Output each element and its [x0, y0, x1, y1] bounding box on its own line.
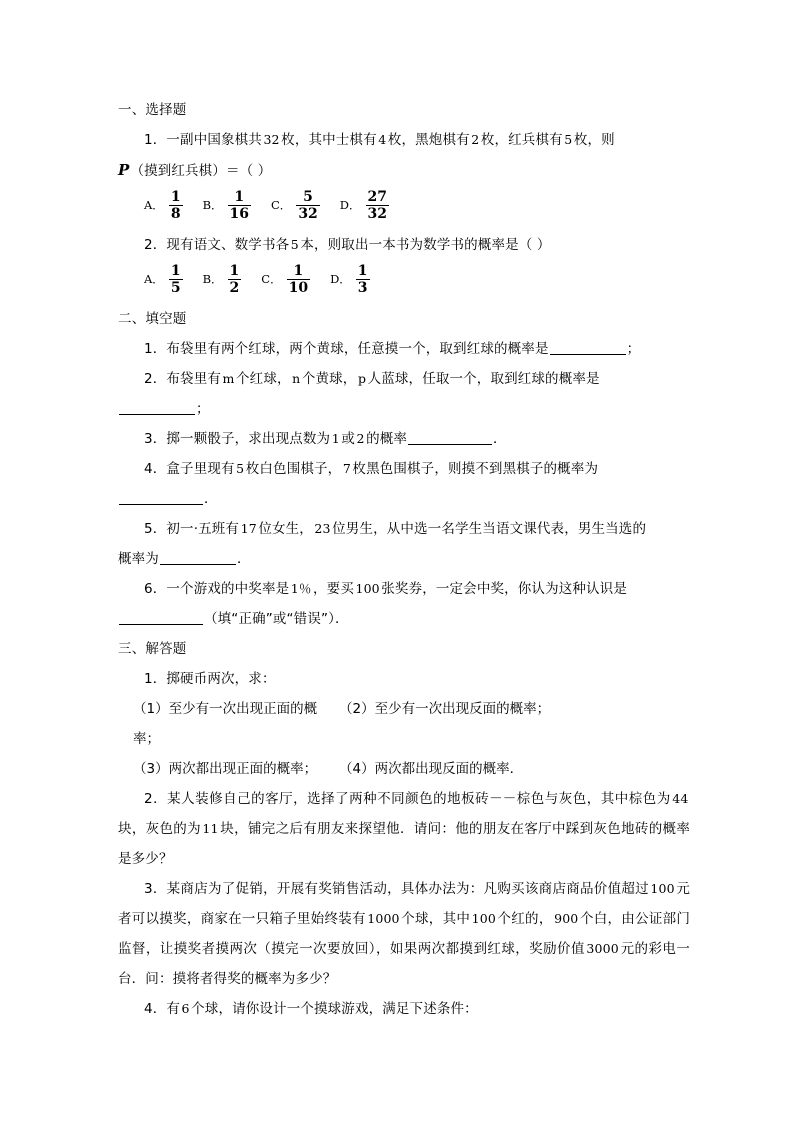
q2-text-end: 本，则取出一本书为数学书的概率是（ ） — [300, 237, 551, 253]
q1-option-c-denominator: 32 — [298, 206, 318, 223]
fill-5-girls-count: 17 — [240, 521, 257, 536]
solve-3-text-c: 个球，其中 — [401, 911, 471, 927]
q1-option-a-denominator: 8 — [170, 206, 181, 223]
fill-2-text-after: ； — [196, 401, 210, 417]
q1-option-b-numerator: 1 — [234, 189, 245, 205]
solve-4-text-a: 4．有 — [144, 1001, 181, 1017]
q2-option-c-label: C． — [261, 272, 282, 287]
fill-6-win-rate: 1％ — [290, 581, 312, 596]
q1-expression-text: （摸到红兵棋）＝（ ） — [130, 163, 272, 179]
q2-option-d[interactable] — [330, 264, 369, 296]
q1-text-mid3: 枚，红兵棋有 — [480, 132, 563, 148]
q1-text-end: 枚，则 — [573, 132, 615, 148]
q2-option-a-denominator: 5 — [170, 280, 181, 297]
question-1-probability-expression — [118, 155, 690, 186]
q1-text-mid1: 枚，其中士棋有 — [281, 132, 377, 148]
document-content — [118, 95, 690, 1024]
solve-4-text-b: 个球，请你设计一个摸球游戏，满足下述条件： — [191, 1001, 478, 1017]
fill-3-text-b: 的概率 — [366, 431, 408, 447]
solve-1-sub-2: （2）至少有一次出现反面的概率； — [339, 701, 551, 717]
fill-4-text-a: 4．盒子里现有 — [144, 461, 235, 477]
fill-4-text-b: 枚白色围棋子， — [245, 461, 342, 477]
q2-option-c-numerator: 1 — [293, 263, 304, 279]
q1-option-a-label: A． — [144, 198, 164, 213]
q1-option-a-fraction — [169, 190, 183, 222]
fill-2-text-a: 2．布袋里有 — [144, 371, 221, 387]
question-2-options — [118, 260, 690, 304]
q2-option-b-numerator: 1 — [229, 263, 240, 279]
fill-2-text-b: 个红球， — [236, 371, 291, 387]
fill-2-text-c: 个黄球， — [301, 371, 357, 387]
fill-blank-3 — [118, 424, 690, 454]
fill-3-text-after: ． — [493, 431, 507, 447]
solve-4-ball-count: 6 — [181, 1001, 190, 1016]
solve-4-stem — [118, 994, 690, 1024]
fill-1-text-after: ； — [626, 341, 641, 357]
fill-blank-6-line2 — [118, 604, 690, 634]
fill-6-answer-blank[interactable] — [119, 611, 203, 625]
q1-option-b-label: B． — [202, 198, 223, 213]
fill-6-ticket-count: 100 — [355, 581, 380, 596]
q1-option-c-label: C． — [271, 198, 292, 213]
q2-option-d-numerator: 1 — [357, 263, 368, 279]
fill-blank-2-line1 — [118, 364, 690, 394]
fill-4-text-after: ． — [204, 491, 218, 507]
fill-3-text-mid: 或 — [341, 431, 355, 447]
fill-5-text-c: 位男生，从中选一名学生当语文课代表，男生当选的 — [332, 521, 647, 537]
solve-2-text-c: 块，铺完之后有朋友来探望他．请问：他的朋友在客厅中踩到灰色地砖的概率是多少？ — [118, 821, 690, 867]
q1-pao-count: 2 — [471, 132, 480, 147]
q2-option-c-denominator: 10 — [288, 280, 309, 297]
solve-1-stem: 1．掷硬币两次，求： — [144, 671, 276, 687]
q1-option-a-numerator: 1 — [170, 189, 181, 205]
q2-option-a-fraction — [169, 264, 183, 296]
q1-option-a[interactable] — [144, 190, 183, 222]
q2-option-c[interactable] — [261, 264, 310, 296]
fill-6-text-c: 张奖券，一定会中奖，你认为这种认识是 — [381, 581, 627, 597]
fill-blank-4-line2 — [118, 484, 690, 514]
solve-3-stem — [118, 874, 690, 994]
fill-blank-1 — [118, 334, 690, 364]
section-heading-solve: 三、解答题 — [118, 641, 187, 657]
solve-3-prize-value: 3000 — [586, 941, 619, 956]
solve-3-white-balls: 900 — [554, 911, 579, 926]
fill-2-var-m: m — [222, 371, 235, 386]
q1-text-mid2: 枚，黑炮棋有 — [387, 132, 470, 148]
q1-option-d-fraction — [366, 190, 389, 222]
fill-3-answer-blank[interactable] — [408, 431, 492, 445]
solve-2-gray-count: 11 — [202, 821, 219, 836]
fill-1-answer-blank[interactable] — [550, 341, 626, 355]
q1-option-c[interactable] — [271, 190, 320, 222]
q1-option-c-fraction — [296, 190, 319, 222]
fill-2-text-d: 人蓝球，任取一个，取到红球的概率是 — [367, 371, 600, 387]
fill-5-text-a: 5．初一·五班有 — [144, 521, 240, 537]
q2-option-d-denominator: 3 — [357, 280, 368, 297]
fill-5-boys-count: 23 — [314, 521, 331, 536]
q1-option-d-label: D． — [339, 198, 361, 213]
q1-option-b-denominator: 16 — [229, 206, 249, 223]
q1-option-d-numerator: 27 — [367, 189, 388, 205]
q1-option-c-numerator: 5 — [303, 189, 313, 205]
question-1-stem — [118, 125, 690, 155]
q2-option-b-label: B． — [202, 272, 223, 287]
solve-3-text-d: 个红的， — [497, 911, 553, 927]
solve-1-sub-3: （3）两次都出现正面的概率； — [133, 761, 318, 777]
section-heading-fill-in-blank: 二、填空题 — [118, 311, 187, 327]
fill-3-text-a: 3．掷一颗骰子，求出现点数为 — [144, 431, 331, 447]
solve-2-text-a: 2．某人装修自己的客厅，选择了两种不同颜色的地板砖－－棕色与灰色，其中棕色为 — [144, 791, 671, 807]
solve-3-text-b: 元者可以摸奖，商家在一只箱子里始终装有 — [118, 881, 690, 927]
q1-option-d[interactable] — [340, 190, 389, 222]
fill-1-text: 1．布袋里有两个红球，两个黄球，任意摸一个，取到红球的概率是 — [144, 341, 549, 357]
q2-option-a[interactable] — [144, 264, 183, 296]
fill-4-white-count: 5 — [236, 461, 245, 476]
fill-blank-5-line1 — [118, 514, 690, 544]
fill-3-value-2: 2 — [356, 431, 365, 446]
section-heading-multiple-choice: 一、选择题 — [118, 102, 187, 118]
solve-2-stem — [118, 784, 690, 874]
fill-5-text-before: 概率为 — [118, 551, 159, 567]
fill-5-text-b: 位女生， — [258, 521, 313, 537]
fill-4-answer-blank[interactable] — [119, 491, 203, 505]
fill-6-text-after: （填“正确”或“错误”）． — [204, 611, 349, 627]
fill-4-text-c: 枚黑色围棋子，则摸不到黑棋子的概率为 — [352, 461, 599, 477]
fill-4-black-count: 7 — [342, 461, 351, 476]
probability-variable-p: P — [118, 161, 130, 179]
fill-2-var-n: n — [292, 371, 301, 386]
solve-3-text-a: 3．某商店为了促销，开展有奖销售活动，具体办法为：凡购买该商店商品价值超过 — [144, 881, 649, 897]
solve-2-brown-count: 44 — [672, 791, 689, 806]
solve-3-text-f: 元的彩电一台．问：摸将者得奖的概率为多少？ — [118, 941, 690, 987]
fill-3-value-1: 1 — [331, 431, 340, 446]
fill-blank-5-line2 — [118, 544, 690, 574]
q1-text-pre: 1．一副中国象棋共 — [144, 132, 262, 148]
q2-text-pre: 2．现有语文、数学书各 — [144, 237, 290, 253]
q2-option-d-fraction — [356, 264, 370, 296]
question-2-stem — [118, 230, 690, 260]
solve-3-red-balls: 100 — [471, 911, 496, 926]
solve-1-sub-row-2 — [118, 754, 690, 784]
q2-option-a-label: A． — [144, 272, 164, 287]
fill-5-text-after: ． — [236, 551, 251, 567]
fill-6-text-b: ，要买 — [313, 581, 354, 597]
question-1-options — [118, 186, 690, 230]
solve-1-sub-1: （1）至少有一次出现正面的概率； — [133, 701, 318, 747]
q2-option-c-fraction — [287, 264, 310, 296]
solve-2-text-b: 块，灰色的为 — [118, 821, 201, 837]
q1-option-b[interactable] — [203, 190, 251, 222]
fill-blank-2-line2 — [118, 394, 690, 424]
fill-2-var-p: p — [357, 371, 367, 386]
fill-blank-4-line1 — [118, 454, 690, 484]
q2-option-a-numerator: 1 — [170, 263, 181, 279]
solve-3-total-balls: 1000 — [367, 911, 400, 926]
q1-bing-count: 5 — [564, 132, 573, 147]
q1-option-b-fraction — [228, 190, 251, 222]
solve-1-sub-4: （4）两次都出现反面的概率． — [339, 761, 524, 777]
q2-option-d-label: D． — [330, 272, 351, 287]
fill-6-text-a: 6．一个游戏的中奖率是 — [144, 581, 290, 597]
solve-3-text-e: 个白，由公证部门监督，让摸奖者摸两次（摸完一次要放回），如果两次都摸到红球，奖励价值 — [118, 911, 691, 957]
solve-3-amount: 100 — [650, 881, 675, 896]
q2-book-count: 5 — [290, 237, 299, 252]
q1-shi-count: 4 — [378, 132, 387, 147]
q2-option-b[interactable] — [203, 264, 242, 296]
fill-blank-6-line1 — [118, 574, 690, 604]
q2-option-b-fraction — [228, 264, 242, 296]
fill-5-answer-blank[interactable] — [160, 551, 236, 565]
q1-option-d-denominator: 32 — [367, 206, 388, 223]
solve-1-sub-row-1 — [118, 694, 690, 754]
q2-option-b-denominator: 2 — [229, 280, 240, 297]
q1-total-pieces: 32 — [263, 132, 280, 147]
fill-2-answer-blank[interactable] — [119, 401, 195, 415]
